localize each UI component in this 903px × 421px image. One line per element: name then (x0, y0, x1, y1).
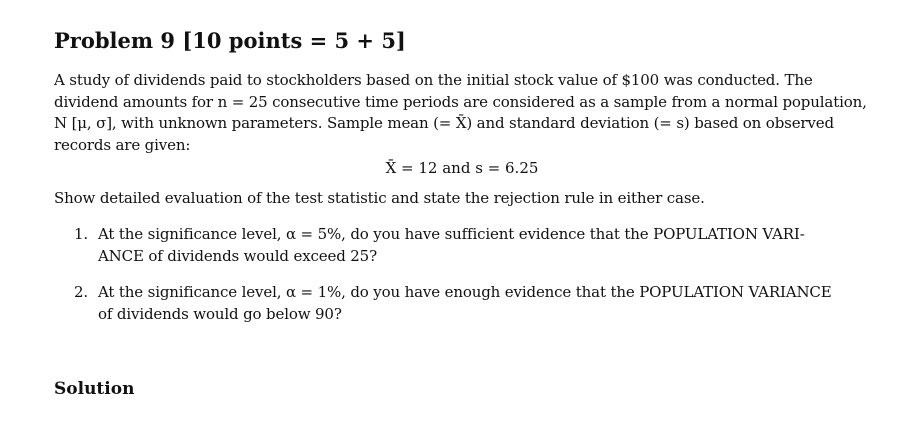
question-item-1 (54, 224, 870, 267)
question-2-line-1: At the significance level, α = 1%, do you have enough evidence that the POPULATION VARIANCE (98, 283, 832, 301)
intro-line-1: A study of dividends paid to stockholders based on the initial stock value of $100 was conducted. The (54, 71, 813, 89)
intro-line-3: N [μ, σ], with unknown parameters. Sample mean (= X̄) and standard deviation (= s) based on observed (54, 114, 834, 132)
sample-statistics-equation: X̄ = 12 and s = 6.25 (385, 159, 539, 177)
question-2-line-2: of dividends would go below 90? (98, 304, 342, 323)
question-number-2: 2. (74, 283, 89, 301)
question-1-line-1: At the significance level, α = 5%, do you have sufficient evidence that the POPULATION VARI- (98, 225, 805, 243)
intro-line-2: dividend amounts for n = 25 consecutive time periods are considered as a sample from a normal population, (54, 92, 867, 111)
question-item-2 (54, 282, 870, 325)
intro-line-4: records are given: (54, 135, 191, 154)
instruction-text: Show detailed evaluation of the test statistic and state the rejection rule in either case. (54, 189, 705, 207)
problem-intro (54, 70, 870, 156)
question-list (54, 224, 870, 325)
solution-heading: Solution (54, 379, 135, 399)
question-1-line-2: ANCE of dividends would exceed 25? (98, 246, 377, 265)
problem-heading: Problem 9 [10 points = 5 + 5] (54, 28, 406, 53)
problem-document (54, 26, 870, 340)
question-number-1: 1. (74, 225, 89, 243)
